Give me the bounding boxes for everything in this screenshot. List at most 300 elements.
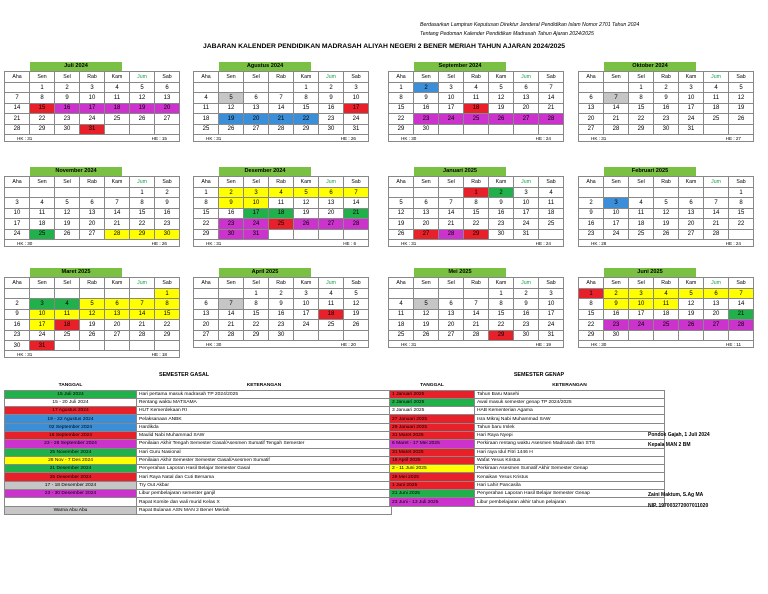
- day-cell[interactable]: 8: [294, 93, 319, 103]
- day-cell[interactable]: 1: [194, 188, 219, 198]
- day-cell[interactable]: 9: [604, 299, 629, 309]
- day-cell[interactable]: 23: [269, 320, 294, 330]
- day-cell[interactable]: 6: [80, 198, 105, 208]
- day-cell[interactable]: 23: [604, 320, 629, 330]
- day-cell[interactable]: 10: [30, 309, 55, 319]
- day-cell[interactable]: 10: [604, 208, 629, 218]
- day-cell[interactable]: 7: [604, 93, 629, 103]
- day-cell[interactable]: 31: [80, 124, 105, 134]
- day-cell[interactable]: 12: [729, 93, 754, 103]
- day-cell[interactable]: 5: [80, 299, 105, 309]
- day-cell[interactable]: 19: [389, 219, 414, 229]
- day-cell[interactable]: 30: [514, 330, 539, 340]
- day-cell[interactable]: 24: [629, 320, 654, 330]
- day-cell[interactable]: 18: [629, 219, 654, 229]
- day-cell[interactable]: 13: [105, 309, 130, 319]
- day-cell[interactable]: 31: [344, 124, 369, 134]
- day-cell[interactable]: 16: [319, 103, 344, 113]
- day-cell[interactable]: 16: [604, 309, 629, 319]
- day-cell[interactable]: 21: [439, 219, 464, 229]
- day-cell[interactable]: 26: [654, 229, 679, 239]
- day-cell[interactable]: 6: [105, 299, 130, 309]
- day-cell[interactable]: 22: [489, 320, 514, 330]
- day-cell[interactable]: 26: [489, 114, 514, 124]
- day-cell[interactable]: 10: [80, 93, 105, 103]
- day-cell[interactable]: 19: [489, 103, 514, 113]
- day-cell[interactable]: 8: [130, 198, 155, 208]
- day-cell[interactable]: 30: [55, 124, 80, 134]
- day-cell[interactable]: 7: [344, 188, 369, 198]
- day-cell[interactable]: 15: [729, 208, 754, 218]
- day-cell[interactable]: 10: [244, 198, 269, 208]
- day-cell[interactable]: 20: [704, 309, 729, 319]
- day-cell[interactable]: 31: [244, 229, 269, 239]
- day-cell[interactable]: 23: [219, 219, 244, 229]
- day-cell[interactable]: 18: [539, 208, 564, 218]
- day-cell[interactable]: 12: [80, 309, 105, 319]
- day-cell[interactable]: 11: [319, 299, 344, 309]
- day-cell[interactable]: 10: [629, 299, 654, 309]
- day-cell[interactable]: 6: [155, 83, 180, 93]
- day-cell[interactable]: 25: [319, 320, 344, 330]
- day-cell[interactable]: 25: [269, 219, 294, 229]
- day-cell[interactable]: 23: [514, 320, 539, 330]
- day-cell[interactable]: 13: [80, 208, 105, 218]
- day-cell[interactable]: 17: [629, 309, 654, 319]
- day-cell[interactable]: 8: [389, 93, 414, 103]
- day-cell[interactable]: 17: [439, 103, 464, 113]
- day-cell[interactable]: 25: [654, 320, 679, 330]
- day-cell[interactable]: 6: [679, 198, 704, 208]
- day-cell[interactable]: 4: [464, 83, 489, 93]
- day-cell[interactable]: 25: [194, 124, 219, 134]
- day-cell[interactable]: 28: [219, 330, 244, 340]
- day-cell[interactable]: 29: [30, 124, 55, 134]
- day-cell[interactable]: 21: [344, 208, 369, 218]
- day-cell[interactable]: 11: [389, 309, 414, 319]
- day-cell[interactable]: 10: [679, 93, 704, 103]
- day-cell[interactable]: 23: [414, 114, 439, 124]
- day-cell[interactable]: 22: [464, 219, 489, 229]
- day-cell[interactable]: 13: [194, 309, 219, 319]
- day-cell[interactable]: 4: [105, 83, 130, 93]
- day-cell[interactable]: 13: [414, 208, 439, 218]
- day-cell[interactable]: 25: [105, 114, 130, 124]
- day-cell[interactable]: 12: [654, 208, 679, 218]
- day-cell[interactable]: 5: [654, 198, 679, 208]
- day-cell[interactable]: 20: [579, 114, 604, 124]
- day-cell[interactable]: 10: [439, 93, 464, 103]
- day-cell[interactable]: 2: [579, 198, 604, 208]
- day-cell[interactable]: 28: [704, 229, 729, 239]
- day-cell[interactable]: 18: [704, 103, 729, 113]
- day-cell[interactable]: 17: [80, 103, 105, 113]
- day-cell[interactable]: 9: [489, 198, 514, 208]
- day-cell[interactable]: 20: [155, 103, 180, 113]
- day-cell[interactable]: 13: [439, 309, 464, 319]
- day-cell[interactable]: 20: [319, 208, 344, 218]
- day-cell[interactable]: 24: [5, 229, 30, 239]
- day-cell[interactable]: 8: [579, 299, 604, 309]
- day-cell[interactable]: 1: [629, 83, 654, 93]
- day-cell[interactable]: 21: [539, 103, 564, 113]
- day-cell[interactable]: 27: [105, 330, 130, 340]
- day-cell[interactable]: 28: [464, 330, 489, 340]
- day-cell[interactable]: 17: [344, 103, 369, 113]
- day-cell[interactable]: 14: [344, 198, 369, 208]
- day-cell[interactable]: 26: [130, 114, 155, 124]
- day-cell[interactable]: 6: [579, 93, 604, 103]
- day-cell[interactable]: 13: [704, 299, 729, 309]
- day-cell[interactable]: 11: [704, 93, 729, 103]
- day-cell[interactable]: 24: [344, 114, 369, 124]
- day-cell[interactable]: 14: [219, 309, 244, 319]
- day-cell[interactable]: 26: [414, 330, 439, 340]
- day-cell[interactable]: 23: [155, 219, 180, 229]
- day-cell[interactable]: 10: [294, 299, 319, 309]
- day-cell[interactable]: 5: [414, 299, 439, 309]
- day-cell[interactable]: 1: [30, 83, 55, 93]
- day-cell[interactable]: 12: [294, 198, 319, 208]
- day-cell[interactable]: 11: [464, 93, 489, 103]
- day-cell[interactable]: 31: [514, 229, 539, 239]
- day-cell[interactable]: 27: [155, 114, 180, 124]
- day-cell[interactable]: 17: [5, 219, 30, 229]
- day-cell[interactable]: 14: [269, 103, 294, 113]
- day-cell[interactable]: 29: [194, 229, 219, 239]
- day-cell[interactable]: 4: [629, 198, 654, 208]
- day-cell[interactable]: 14: [539, 93, 564, 103]
- day-cell[interactable]: 20: [679, 219, 704, 229]
- day-cell[interactable]: 19: [344, 309, 369, 319]
- day-cell[interactable]: 30: [219, 229, 244, 239]
- day-cell[interactable]: 31: [679, 124, 704, 134]
- day-cell[interactable]: 24: [539, 320, 564, 330]
- day-cell[interactable]: 12: [219, 103, 244, 113]
- day-cell[interactable]: 28: [105, 229, 130, 239]
- day-cell[interactable]: 21: [130, 320, 155, 330]
- day-cell[interactable]: 7: [269, 93, 294, 103]
- day-cell[interactable]: 17: [294, 309, 319, 319]
- day-cell[interactable]: 26: [80, 330, 105, 340]
- day-cell[interactable]: 7: [704, 198, 729, 208]
- day-cell[interactable]: 27: [579, 124, 604, 134]
- day-cell[interactable]: 25: [539, 219, 564, 229]
- day-cell[interactable]: 15: [489, 309, 514, 319]
- day-cell[interactable]: 15: [294, 103, 319, 113]
- day-cell[interactable]: 7: [5, 93, 30, 103]
- day-cell[interactable]: 6: [244, 93, 269, 103]
- day-cell[interactable]: 18: [30, 219, 55, 229]
- day-cell[interactable]: 11: [30, 208, 55, 218]
- day-cell[interactable]: 12: [414, 309, 439, 319]
- day-cell[interactable]: 7: [729, 289, 754, 299]
- day-cell[interactable]: 27: [514, 114, 539, 124]
- day-cell[interactable]: 25: [30, 229, 55, 239]
- day-cell[interactable]: 25: [389, 330, 414, 340]
- day-cell[interactable]: 1: [729, 188, 754, 198]
- day-cell[interactable]: 3: [604, 198, 629, 208]
- day-cell[interactable]: 24: [30, 330, 55, 340]
- day-cell[interactable]: 18: [654, 309, 679, 319]
- day-cell[interactable]: 1: [464, 188, 489, 198]
- day-cell[interactable]: 15: [155, 309, 180, 319]
- day-cell[interactable]: 21: [5, 114, 30, 124]
- day-cell[interactable]: 4: [194, 93, 219, 103]
- day-cell[interactable]: 9: [414, 93, 439, 103]
- day-cell[interactable]: 6: [514, 83, 539, 93]
- day-cell[interactable]: 21: [729, 309, 754, 319]
- day-cell[interactable]: 23: [654, 114, 679, 124]
- day-cell[interactable]: 19: [294, 208, 319, 218]
- day-cell[interactable]: 24: [244, 219, 269, 229]
- day-cell[interactable]: 14: [130, 309, 155, 319]
- day-cell[interactable]: 5: [344, 289, 369, 299]
- day-cell[interactable]: 1: [130, 188, 155, 198]
- day-cell[interactable]: 29: [489, 330, 514, 340]
- day-cell[interactable]: 24: [294, 320, 319, 330]
- day-cell[interactable]: 2: [604, 289, 629, 299]
- day-cell[interactable]: 18: [389, 320, 414, 330]
- day-cell[interactable]: 4: [55, 299, 80, 309]
- day-cell[interactable]: 22: [155, 320, 180, 330]
- day-cell[interactable]: 18: [464, 103, 489, 113]
- day-cell[interactable]: 21: [219, 320, 244, 330]
- day-cell[interactable]: 7: [105, 198, 130, 208]
- day-cell[interactable]: 13: [155, 93, 180, 103]
- day-cell[interactable]: 1: [155, 289, 180, 299]
- day-cell[interactable]: 22: [194, 219, 219, 229]
- day-cell[interactable]: 12: [389, 208, 414, 218]
- day-cell[interactable]: 2: [155, 188, 180, 198]
- day-cell[interactable]: 17: [514, 208, 539, 218]
- day-cell[interactable]: 10: [5, 208, 30, 218]
- day-cell[interactable]: 15: [30, 103, 55, 113]
- day-cell[interactable]: 29: [155, 330, 180, 340]
- day-cell[interactable]: 5: [294, 188, 319, 198]
- day-cell[interactable]: 20: [439, 320, 464, 330]
- day-cell[interactable]: 15: [389, 103, 414, 113]
- day-cell[interactable]: 28: [439, 229, 464, 239]
- day-cell[interactable]: 7: [219, 299, 244, 309]
- day-cell[interactable]: 16: [579, 219, 604, 229]
- day-cell[interactable]: 16: [269, 309, 294, 319]
- day-cell[interactable]: 17: [539, 309, 564, 319]
- day-cell[interactable]: 27: [414, 229, 439, 239]
- day-cell[interactable]: 6: [704, 289, 729, 299]
- day-cell[interactable]: 10: [539, 299, 564, 309]
- day-cell[interactable]: 2: [219, 188, 244, 198]
- day-cell[interactable]: 14: [704, 208, 729, 218]
- day-cell[interactable]: 26: [344, 320, 369, 330]
- day-cell[interactable]: 18: [269, 208, 294, 218]
- day-cell[interactable]: 29: [244, 330, 269, 340]
- day-cell[interactable]: 12: [55, 208, 80, 218]
- day-cell[interactable]: 8: [30, 93, 55, 103]
- day-cell[interactable]: 3: [514, 188, 539, 198]
- day-cell[interactable]: 26: [389, 229, 414, 239]
- day-cell[interactable]: 26: [294, 219, 319, 229]
- day-cell[interactable]: 5: [729, 83, 754, 93]
- day-cell[interactable]: 28: [729, 320, 754, 330]
- day-cell[interactable]: 26: [679, 320, 704, 330]
- day-cell[interactable]: 19: [414, 320, 439, 330]
- day-cell[interactable]: 15: [194, 208, 219, 218]
- day-cell[interactable]: 22: [729, 219, 754, 229]
- day-cell[interactable]: 20: [105, 320, 130, 330]
- day-cell[interactable]: 7: [439, 198, 464, 208]
- day-cell[interactable]: 11: [194, 103, 219, 113]
- day-cell[interactable]: 29: [294, 124, 319, 134]
- day-cell[interactable]: 1: [579, 289, 604, 299]
- day-cell[interactable]: 28: [5, 124, 30, 134]
- day-cell[interactable]: 16: [489, 208, 514, 218]
- day-cell[interactable]: 4: [389, 299, 414, 309]
- day-cell[interactable]: 4: [269, 188, 294, 198]
- day-cell[interactable]: 1: [389, 83, 414, 93]
- day-cell[interactable]: 19: [55, 219, 80, 229]
- day-cell[interactable]: 30: [654, 124, 679, 134]
- day-cell[interactable]: 1: [294, 83, 319, 93]
- day-cell[interactable]: 11: [539, 198, 564, 208]
- day-cell[interactable]: 5: [679, 289, 704, 299]
- day-cell[interactable]: 16: [514, 309, 539, 319]
- day-cell[interactable]: 13: [579, 103, 604, 113]
- day-cell[interactable]: 3: [439, 83, 464, 93]
- day-cell[interactable]: 8: [489, 299, 514, 309]
- day-cell[interactable]: 2: [414, 83, 439, 93]
- day-cell[interactable]: 2: [319, 83, 344, 93]
- day-cell[interactable]: 26: [219, 124, 244, 134]
- day-cell[interactable]: 11: [105, 93, 130, 103]
- day-cell[interactable]: 22: [629, 114, 654, 124]
- day-cell[interactable]: 5: [389, 198, 414, 208]
- day-cell[interactable]: 6: [319, 188, 344, 198]
- day-cell[interactable]: 8: [629, 93, 654, 103]
- day-cell[interactable]: 25: [464, 114, 489, 124]
- day-cell[interactable]: 24: [439, 114, 464, 124]
- day-cell[interactable]: 5: [130, 83, 155, 93]
- day-cell[interactable]: 27: [704, 320, 729, 330]
- day-cell[interactable]: 1: [244, 289, 269, 299]
- day-cell[interactable]: 6: [194, 299, 219, 309]
- day-cell[interactable]: 11: [654, 299, 679, 309]
- day-cell[interactable]: 25: [704, 114, 729, 124]
- day-cell[interactable]: 20: [244, 114, 269, 124]
- day-cell[interactable]: 18: [319, 309, 344, 319]
- day-cell[interactable]: 19: [219, 114, 244, 124]
- day-cell[interactable]: 20: [514, 103, 539, 113]
- day-cell[interactable]: 4: [539, 188, 564, 198]
- day-cell[interactable]: 22: [244, 320, 269, 330]
- day-cell[interactable]: 6: [414, 198, 439, 208]
- day-cell[interactable]: 14: [105, 208, 130, 218]
- day-cell[interactable]: 13: [319, 198, 344, 208]
- day-cell[interactable]: 21: [105, 219, 130, 229]
- day-cell[interactable]: 2: [654, 83, 679, 93]
- day-cell[interactable]: 11: [269, 198, 294, 208]
- day-cell[interactable]: 30: [5, 340, 30, 350]
- day-cell[interactable]: 8: [194, 198, 219, 208]
- day-cell[interactable]: 9: [5, 309, 30, 319]
- day-cell[interactable]: 28: [539, 114, 564, 124]
- day-cell[interactable]: 23: [55, 114, 80, 124]
- day-cell[interactable]: 27: [319, 219, 344, 229]
- day-cell[interactable]: 7: [539, 83, 564, 93]
- day-cell[interactable]: 18: [194, 114, 219, 124]
- day-cell[interactable]: 20: [414, 219, 439, 229]
- day-cell[interactable]: 22: [389, 114, 414, 124]
- day-cell[interactable]: 17: [604, 219, 629, 229]
- day-cell[interactable]: 23: [5, 330, 30, 340]
- day-cell[interactable]: 15: [130, 208, 155, 218]
- day-cell[interactable]: 16: [5, 320, 30, 330]
- day-cell[interactable]: 20: [80, 219, 105, 229]
- day-cell[interactable]: 27: [80, 229, 105, 239]
- day-cell[interactable]: 9: [55, 93, 80, 103]
- day-cell[interactable]: 5: [55, 198, 80, 208]
- day-cell[interactable]: 17: [30, 320, 55, 330]
- day-cell[interactable]: 19: [729, 103, 754, 113]
- day-cell[interactable]: 3: [344, 83, 369, 93]
- day-cell[interactable]: 22: [30, 114, 55, 124]
- day-cell[interactable]: 30: [269, 330, 294, 340]
- day-cell[interactable]: 21: [604, 114, 629, 124]
- day-cell[interactable]: 25: [629, 229, 654, 239]
- day-cell[interactable]: 15: [629, 103, 654, 113]
- day-cell[interactable]: 9: [155, 198, 180, 208]
- day-cell[interactable]: 3: [679, 83, 704, 93]
- day-cell[interactable]: 16: [219, 208, 244, 218]
- day-cell[interactable]: 9: [654, 93, 679, 103]
- day-cell[interactable]: 28: [130, 330, 155, 340]
- day-cell[interactable]: 29: [629, 124, 654, 134]
- day-cell[interactable]: 3: [294, 289, 319, 299]
- day-cell[interactable]: 27: [194, 330, 219, 340]
- day-cell[interactable]: 12: [130, 93, 155, 103]
- day-cell[interactable]: 29: [389, 124, 414, 134]
- day-cell[interactable]: 17: [244, 208, 269, 218]
- day-cell[interactable]: 12: [489, 93, 514, 103]
- day-cell[interactable]: 3: [5, 198, 30, 208]
- day-cell[interactable]: 8: [464, 198, 489, 208]
- day-cell[interactable]: 16: [55, 103, 80, 113]
- day-cell[interactable]: 21: [269, 114, 294, 124]
- day-cell[interactable]: 19: [80, 320, 105, 330]
- day-cell[interactable]: 9: [269, 299, 294, 309]
- day-cell[interactable]: 13: [514, 93, 539, 103]
- day-cell[interactable]: 24: [514, 219, 539, 229]
- day-cell[interactable]: 21: [464, 320, 489, 330]
- day-cell[interactable]: 29: [464, 229, 489, 239]
- day-cell[interactable]: 7: [130, 299, 155, 309]
- day-cell[interactable]: 26: [729, 114, 754, 124]
- day-cell[interactable]: 31: [30, 340, 55, 350]
- day-cell[interactable]: 14: [604, 103, 629, 113]
- day-cell[interactable]: 3: [30, 299, 55, 309]
- day-cell[interactable]: 8: [244, 299, 269, 309]
- day-cell[interactable]: 27: [679, 229, 704, 239]
- day-cell[interactable]: 23: [319, 114, 344, 124]
- day-cell[interactable]: 30: [319, 124, 344, 134]
- day-cell[interactable]: 15: [579, 309, 604, 319]
- day-cell[interactable]: 18: [55, 320, 80, 330]
- day-cell[interactable]: 13: [244, 103, 269, 113]
- day-cell[interactable]: 2: [489, 188, 514, 198]
- day-cell[interactable]: 27: [244, 124, 269, 134]
- day-cell[interactable]: 19: [654, 219, 679, 229]
- day-cell[interactable]: 9: [579, 208, 604, 218]
